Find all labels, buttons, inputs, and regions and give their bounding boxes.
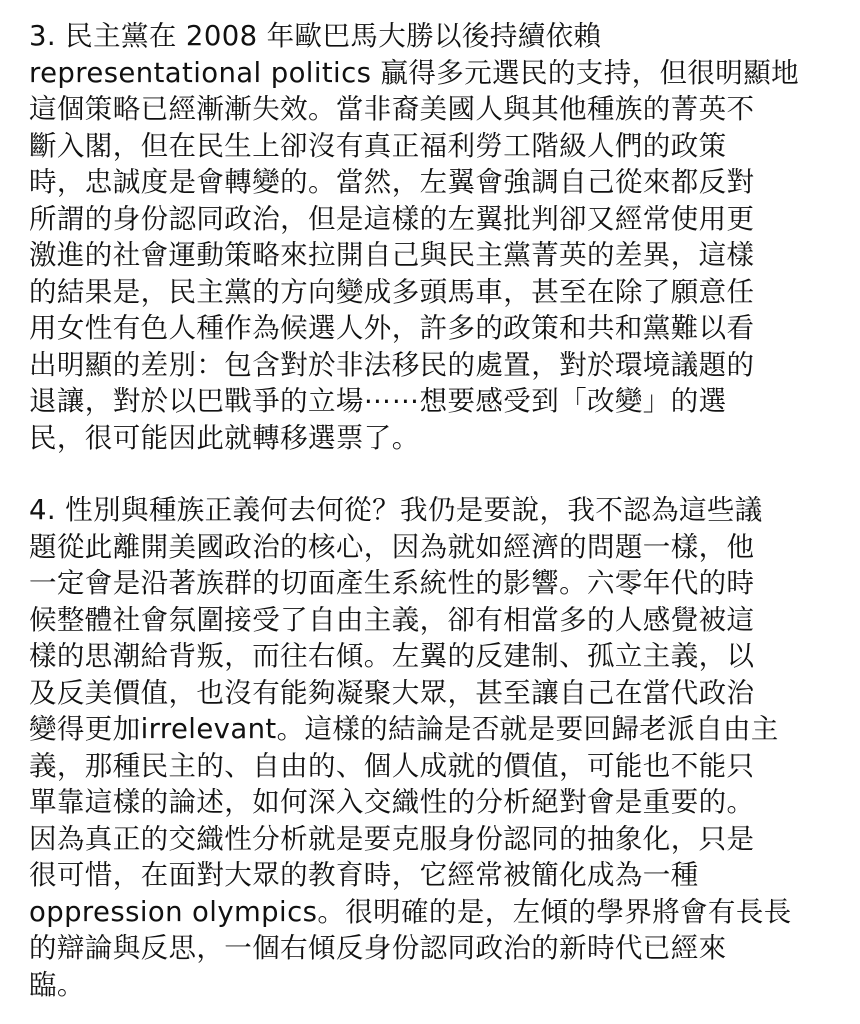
text-line: 義，那種民主的、自由的、個人成就的價值，可能也不能只 (29, 749, 755, 782)
text-line: 所謂的身份認同政治，但是這樣的左翼批判卻又經常使用更 (29, 202, 755, 235)
text-line: 激進的社會運動策略來拉開自己與民主黨菁英的差異，這樣 (29, 239, 755, 271)
text-line: 的辯論與反思，一個右傾反身份認同政治的新時代已經來 (29, 932, 727, 964)
text-line: 及反美價值，也沒有能夠凝聚大眾，甚至讓自己在當代政治 (29, 676, 755, 709)
paragraph-point-3 (29, 18, 839, 456)
text-line: 樣的思潮給背叛，而往右傾。左翼的反建制、孤立主義，以 (29, 640, 755, 672)
text-line: 出明顯的差別：包含對於非法移民的處置，對於環境議題的 (29, 348, 755, 381)
text-line: 題從此離開美國政治的核心，因為就如經濟的問題一樣，他 (29, 530, 755, 563)
text-line: 3. 民主黨在 2008 年歐巴馬大勝以後持續依賴 (29, 20, 602, 52)
post-body (29, 18, 839, 1003)
text-line: 很可惜，在面對大眾的教育時，它經常被簡化成為一種 (29, 859, 699, 891)
text-line: 退讓，對於以巴戰爭的立場⋯⋯想要感受到「改變」的選 (29, 385, 727, 417)
text-line: 時，忠誠度是會轉變的。當然，左翼會強調自己從來都反對 (29, 166, 755, 198)
text-line: 用女性有色人種作為候選人外，許多的政策和共和黨難以看 (29, 312, 755, 344)
text-line: 單靠這樣的論述，如何深入交織性的分析絕對會是重要的。 (29, 786, 755, 818)
text-line: 候整體社會氛圍接受了自由主義，卻有相當多的人感覺被這 (29, 603, 755, 636)
text-line: 這個策略已經漸漸失效。當非裔美國人與其他種族的菁英不 (29, 93, 755, 125)
text-line: 斷入閣，但在民生上卻沒有真正福利勞工階級人們的政策 (29, 129, 727, 162)
text-line: 的結果是，民主黨的方向變成多頭馬車，甚至在除了願意任 (29, 275, 755, 308)
paragraph-spacer (29, 456, 839, 492)
text-line: 4. 性別與種族正義何去何從？我仍是要說，我不認為這些議 (29, 494, 763, 526)
text-line: oppression olympics。很明確的是，左傾的學界將會有長長 (29, 895, 792, 928)
text-line: 一定會是沿著族群的切面產生系統性的影響。六零年代的時 (29, 567, 755, 599)
text-line: 臨。 (29, 968, 85, 1001)
text-line: representational politics 贏得多元選民的支持，但很明顯地 (29, 56, 799, 89)
text-line: 因為真正的交織性分析就是要克服身份認同的抽象化，只是 (29, 822, 755, 855)
text-line: 民，很可能因此就轉移選票了。 (29, 421, 420, 454)
text-line: 變得更加irrelevant。這樣的結論是否就是要回歸老派自由主 (29, 713, 779, 745)
paragraph-point-4 (29, 492, 839, 1003)
